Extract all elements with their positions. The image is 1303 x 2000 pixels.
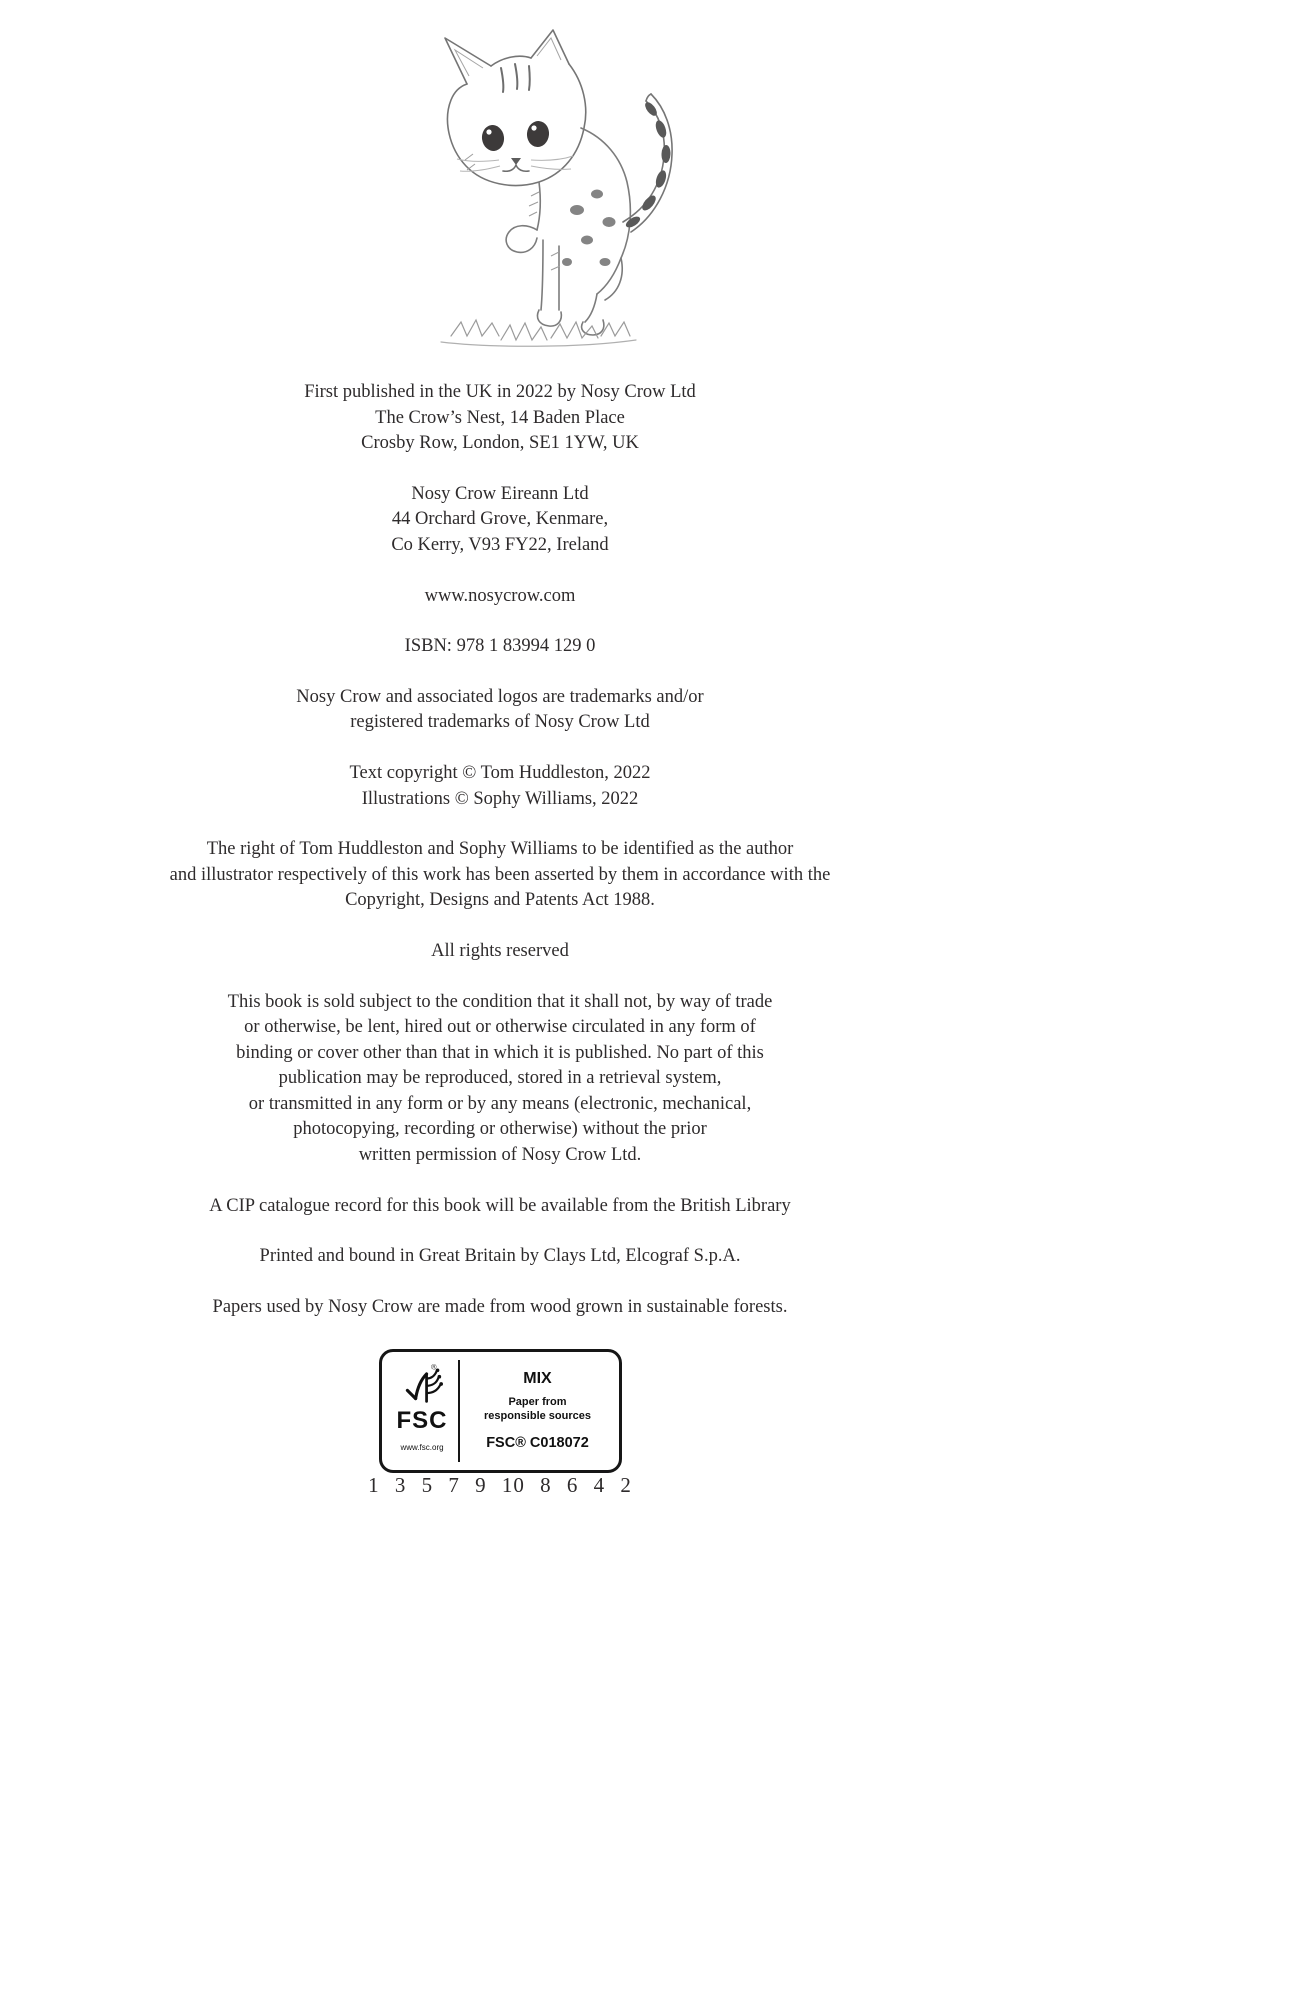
author-assertion: The right of Tom Huddleston and Sophy Williams to be identified as the author and illustrator respectively of this work has been asserted by them in accordance with the Copyright, Designs and Patents Act 1988. xyxy=(169,839,831,911)
imprint-text xyxy=(0,380,1000,1499)
sale-conditions: This book is sold subject to the condition that it shall not, by way of trade or otherwise, be lent, hired out or otherwise circulated in any form of binding or cover other than that in which it is published. No part of this publication may be reproduced, stored in a retrieval system, or transmitted in any form or by any means (electronic, mechanical, photocopying, recording or otherwise) without the prior written permission of Nosy Crow Ltd. xyxy=(227,991,773,1166)
all-rights-reserved: All rights reserved xyxy=(431,940,569,961)
fsc-certification-label xyxy=(379,1349,622,1473)
fsc-mix-text: MIX xyxy=(523,1369,552,1387)
fsc-responsible-sources-text: responsible sources xyxy=(484,1410,591,1423)
eireann-publisher-address: Nosy Crow Eireann Ltd 44 Orchard Grove, Kenmare, Co Kerry, V93 FY22, Ireland xyxy=(391,483,609,555)
sustainable-paper-line: Papers used by Nosy Crow are made from wood grown in sustainable forests. xyxy=(212,1296,788,1317)
fsc-acronym: FSC xyxy=(396,1407,448,1435)
cip-record-line: A CIP catalogue record for this book will be available from the British Library xyxy=(209,1195,791,1216)
svg-text:®: ® xyxy=(431,1362,437,1372)
fsc-certificate-code: FSC® C018072 xyxy=(486,1434,589,1451)
kitten-sketch xyxy=(381,26,691,361)
trademark-notice: Nosy Crow and associated logos are trademarks and/or registered trademarks of Nosy Crow Ltd xyxy=(296,686,704,733)
copyright-notice: Text copyright © Tom Huddleston, 2022 Illustrations © Sophy Williams, 2022 xyxy=(349,762,651,809)
isbn-line: ISBN: 978 1 83994 129 0 xyxy=(404,636,596,657)
kitten-illustration xyxy=(381,26,691,366)
printer-line: Printed and bound in Great Britain by Clays Ltd, Elcograf S.p.A. xyxy=(259,1246,741,1267)
fsc-tree-check-icon xyxy=(401,1361,443,1407)
fsc-paper-from-text: Paper from xyxy=(508,1396,567,1409)
fsc-label-left xyxy=(391,1359,458,1463)
printers-key: 1 3 5 7 9 10 8 6 4 2 xyxy=(368,1473,632,1498)
fsc-label-right xyxy=(460,1359,610,1463)
publisher-website: www.nosycrow.com xyxy=(424,585,576,606)
uk-publisher-address: First published in the UK in 2022 by Nosy Crow Ltd The Crow’s Nest, 14 Baden Place Crosby Row, London, SE1 1YW, UK xyxy=(304,382,696,454)
fsc-url: www.fsc.org xyxy=(400,1443,444,1453)
